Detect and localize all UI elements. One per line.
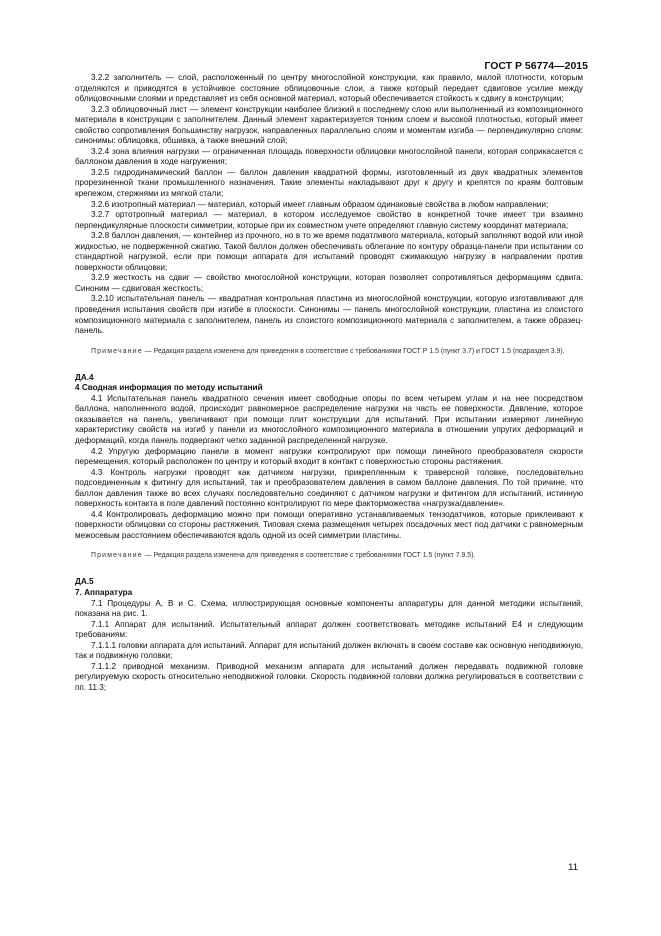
definition-paragraph: 3.2.8 баллон давления, — контейнер из прочного, но в то же время податливого материала, который заполняют водой или иной жидкостью, не подверженной сжатию. Такой баллон должен обеспечивать облегание по контуру образца-панели при испытании со стандартной нагрузкой, если при помощи аппарата для испытаний проводят сжимающую нагрузку в направлении против поверхности облицовки; — [75, 231, 583, 272]
definition-paragraph: 3.2.4 зона влияния нагрузки — ограниченная площадь поверхности облицовки многослойной панели, которая соприкасается с баллоном давления в ходе нагружения; — [75, 146, 583, 167]
section-da5 — [75, 577, 583, 693]
note-label: Примечание — [91, 552, 143, 560]
section-paragraph: 7.1.1 Аппарат для испытаний. Испытательный аппарат должен соответствовать методике испытаний Е4 и следующим требованиям: — [75, 619, 583, 640]
note-1 — [75, 347, 583, 356]
section-code: ДА.4 — [75, 372, 94, 382]
note-body: — Редакция раздела изменена для приведения в соответствие с требованиями ГОСТ Р 1.5 (пункт 3.7) и ГОСТ 1.5 (подраздел 3.9). — [142, 347, 565, 355]
definition-paragraph: 3.2.2 заполнитель — слой, расположенный по центру многослойной конструкции, как правило, малой плотности, которым отделяются и приводятся в устойчивое состояние облицовочные слои, а также который передает сдвиговое усилие между облицовочными слоями и представляет из себя основной материал, который обеспечивается стойкость к сдвигу в конструкции; — [75, 73, 583, 104]
definition-paragraph: 3.2.10 испытательная панель — квадратная контрольная пластина из многослойной конструкции, которую изготавливают для проведения испытания свойств при изгибе в плоскости. Синонимы — панель многослойной конструкции, пластина из слоистого композиционного материала с заполнителем, панель из слоистого композиционного материала с заполнителем, а также образец-панель. — [75, 294, 583, 336]
definition-paragraph: 3.2.7 ортотропный материал — материал, в котором исследуемое свойство в конкретной точке имеет три взаимно перпендикулярные плоскости симметрии, которые при их совместном учете определяют главную систему координат материала; — [75, 210, 583, 230]
note-label: Примечание — [91, 347, 143, 355]
section-code: ДА.5 — [75, 577, 94, 587]
definition-paragraph: 3.2.9 жесткость на сдвиг — свойство многослойной конструкции, которая позволяет сопротивляться деформациям сдвига. Синоним — сдвиговая жесткость; — [75, 273, 583, 293]
note-body: — Редакция раздела изменена для приведения в соответствие с требованиями ГОСТ 1.5 (пункт 7.9.5). — [142, 552, 476, 560]
page-number: 11 — [568, 862, 578, 873]
section-da4 — [75, 373, 583, 542]
section-paragraph: 7.1.1.2 приводной механизм. Приводной механизм аппарата для испытаний должен передавать подвижной головке регулируемую скорость относительно неподвижной головки. Скорость подвижной головки должна регулироваться в соответствии с пп. 11.3; — [75, 661, 583, 692]
section-paragraph: 4.2 Упругую деформацию панели в момент нагрузки контролируют при помощи линейного преобразователя скорости перемещения, который расположен по центру и который входит в контакт с поверхностью стороны растяжения. — [75, 446, 583, 467]
document-number-header: ГОСТ Р 56774—2015 — [484, 60, 588, 72]
section-paragraph: 4.4 Контролировать деформацию можно при помощи оперативно устанавливаемых тензодатчиков, которые приклеивают к поверхности облицовки со стороны растяжения. Типовая схема размещения четырех посадочных мест под датчики с равномерным межосевым расстоянием обеспечиваются вдоль одной из осей симметрии пластины. — [75, 509, 583, 540]
section-title: 4 Сводная информация по методу испытаний — [75, 383, 263, 393]
page-body — [75, 73, 583, 693]
section-paragraph: 7.1 Процедуры А, В и С. Схема, иллюстрирующая основные компоненты аппаратуры для данной методики испытаний, показана на рис. 1. — [75, 598, 583, 619]
definitions-block — [75, 73, 583, 337]
section-paragraph: 7.1.1.1 головки аппарата для испытаний. Аппарат для испытаний должен включать в своем составе как основную неподвижную, так и подвижную головки; — [75, 640, 583, 661]
note-text — [75, 347, 583, 356]
definition-paragraph: 3.2.3 облицовочный лист — элемент конструкции наиболее близкий к последнему слою или выполненный из композиционного материала в конструкции с заполнителем. Данный элемент характеризуется тонким слоем и высокой плотностью, который имеет свойство сопротивления большинству нагрузок, направленных параллельно слоям и моментам изгиба — перпендикулярно слоям: синонимы: облицовка, обшивка, а также внешний слой; — [75, 104, 583, 146]
definition-paragraph: 3.2.5 гидродинамический баллон — баллон давления квадратной формы, изготовленный из двух квадратных элементов прорезиненной ткани промышленного назначения. Такие элементы накладывают друг к другу и крепятся по краям болтовым крепежом, стержнями из мягкой стали; — [75, 167, 583, 199]
section-title: 7. Аппаратура — [75, 587, 133, 597]
definition-paragraph: 3.2.6 изотропный материал — материал, который имеет главным образом одинаковые свойства в любом направлении; — [91, 199, 549, 209]
note-text — [75, 551, 583, 560]
section-paragraph: 4.1 Испытательная панель квадратного сечения имеет свободные опоры по всем четырем углам и на нее посредством баллона, наполненного водой, происходит равномерное распределение нагрузки на часть ее поверхности. Давление, которое оказывается на панель, увеличивают при помощи плит конструкции для испытаний. При испытании измеряют линейную характеристику свойств на изгиб у панели из многослойного композиционного материала в отношении упругих деформаций и деформаций, когда панель подвергают четко заданной распределенной нагрузке. — [75, 393, 583, 445]
section-paragraph: 4.3 Контроль нагрузки проводят как датчиком нагрузки, прикрепленным к траверсной головке, последовательно подсоединенным к фитингу для испытаний, так и преобразователем давления в самом баллоне давления. По той причине, что баллон давления также во всех случаях последовательно соединяют с датчиком нагрузки и фитингом для испытаний, истинную поверхность контакта в поле давлений постоянно контролируют по мере факторможества «нагрузка/давление». — [75, 467, 583, 509]
note-2 — [75, 551, 583, 560]
